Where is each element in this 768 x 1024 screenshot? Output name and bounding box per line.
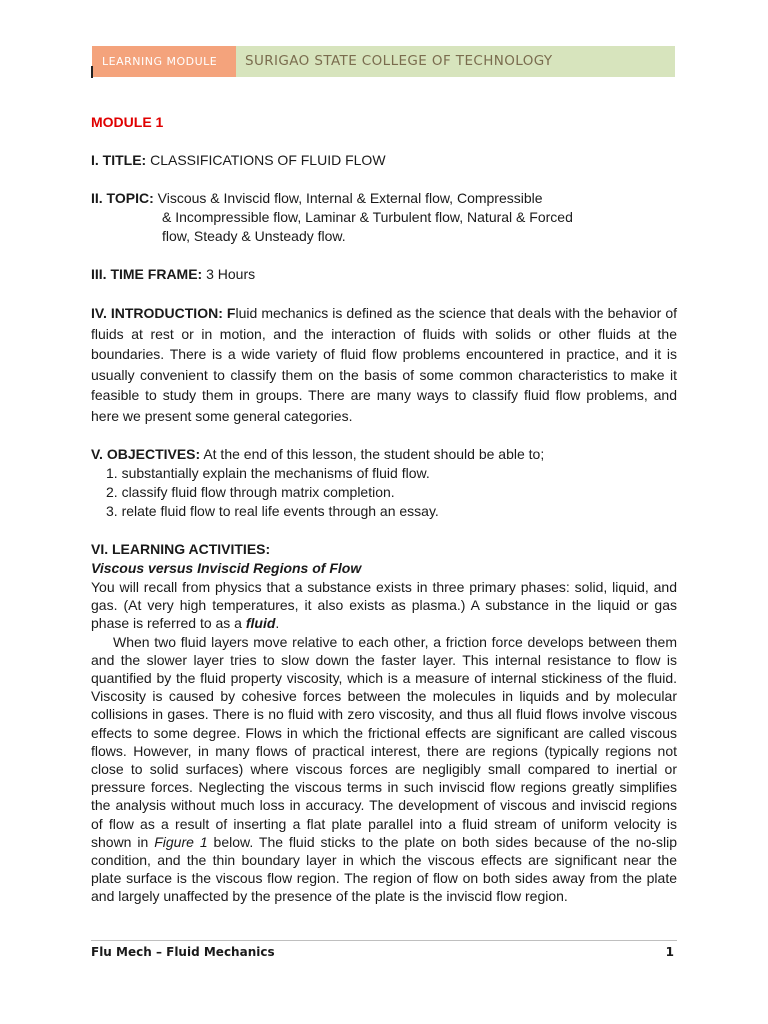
header-college-name: SURIGAO STATE COLLEGE OF TECHNOLOGY — [236, 46, 675, 77]
topic-line-3: flow, Steady & Unsteady flow. — [162, 228, 346, 244]
header-marker — [91, 66, 93, 78]
time-frame-value: 3 Hours — [206, 266, 256, 282]
p1-text: You will recall from physics that a substance exists in three primary phases: solid, liquid, and gas. (At very high temperatures, it also exists as plasma.) A substance in the liquid or gas phase is referred to as a — [91, 579, 677, 632]
objectives-intro: At the end of this lesson, the student should be able to; — [203, 446, 545, 462]
p2-text-b: below. The fluid sticks to the plate on both sides because of the no-slip condition, and the thin boundary layer in which the viscous effects are significant near the plate surface is the viscous flow region. The region of flow on both sides away from the plate and largely unaffected by the presence of the plate is the inviscid flow region. — [91, 833, 678, 905]
introduction-label: IV. INTRODUCTION: — [91, 305, 223, 321]
introduction-text: luid mechanics is defined as the science that deals with the behavior of fluids at rest or in motion, and the interaction of fluids with solids or other fluids at the boundaries. There is a wide variety of fluid flow problems encountered in practice, and it is usually convenient to classify them on the basis of some common characteristics to make it feasible to study them in groups. There are many ways to classify fluid flow problems, and here we present some general categories. — [91, 305, 678, 424]
topic-line-2: & Incompressible flow, Laminar & Turbulent flow, Natural & Forced — [162, 209, 573, 225]
p1-end: . — [275, 615, 280, 632]
figure-reference: Figure 1 — [154, 833, 208, 850]
objective-item: 1. substantially explain the mechanisms of fluid flow. — [106, 465, 430, 481]
topic-label: II. TOPIC: — [91, 190, 154, 206]
time-frame-line — [91, 265, 677, 284]
page-header — [92, 46, 675, 77]
footer-divider — [91, 940, 677, 941]
title-line — [91, 151, 677, 170]
topic-text-1: Viscous & Inviscid flow, Internal & External flow, Compressible — [157, 190, 543, 206]
introduction-first-letter: F — [226, 305, 236, 321]
module-title: MODULE 1 — [91, 114, 164, 130]
objectives-label: V. OBJECTIVES: — [91, 446, 201, 462]
body-paragraph-1 — [91, 578, 677, 633]
learning-activities-label: VI. LEARNING ACTIVITIES: — [91, 541, 271, 557]
title-value: CLASSIFICATIONS OF FLUID FLOW — [150, 152, 386, 168]
section-subheading: Viscous versus Inviscid Regions of Flow — [91, 560, 362, 576]
objective-item: 2. classify fluid flow through matrix completion. — [106, 484, 395, 500]
time-frame-label: III. TIME FRAME: — [91, 266, 203, 282]
page-number: 1 — [665, 945, 674, 959]
document-body — [91, 113, 677, 906]
objective-item: 3. relate fluid flow to real life events through an essay. — [106, 503, 439, 519]
header-learning-module: LEARNING MODULE — [92, 46, 236, 77]
objectives-line — [91, 445, 677, 464]
topic-line-1 — [91, 189, 677, 208]
p2-text-a: When two fluid layers move relative to each other, a friction force develops between them and the slower layer tries to slow down the faster layer. This internal resistance to flow is quantified by the fluid property viscosity, which is a measure of internal stickiness of the fluid. Viscosity is caused by cohesive forces between the molecules in liquids and by molecular collisions in gases. There is no fluid with zero viscosity, and thus all fluid flows involve viscous effects to some degree. Flows in which the frictional effects are significant are called viscous flows. However, in many flows of practical interest, there are regions (typically regions not close to solid surfaces) where viscous forces are negligibly small compared to inertial or pressure forces. Neglecting the viscous terms in such inviscid flow regions greatly simplifies the analysis without much loss in accuracy. The development of viscous and inviscid regions of flow as a result of inserting a flat plate parallel into a fluid stream of uniform velocity is shown in — [91, 633, 677, 850]
title-label: I. TITLE: — [91, 152, 147, 168]
footer-course: Flu Mech – Fluid Mechanics — [91, 945, 275, 959]
body-paragraph-2 — [91, 633, 677, 906]
fluid-term: fluid — [245, 615, 276, 632]
introduction-paragraph — [91, 303, 677, 426]
